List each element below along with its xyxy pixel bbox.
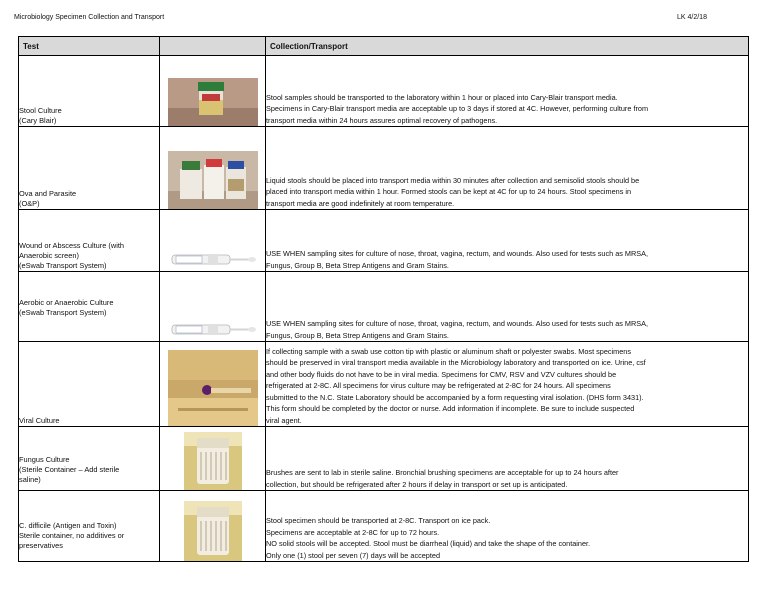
- test-name-line: (O&P): [19, 199, 40, 208]
- instruction-line: viral agent.: [266, 415, 302, 425]
- instruction-line: NO solid stools will be accepted. Stool must be diarrheal (liquid) and take the shape of the container.: [266, 539, 591, 548]
- test-name-line: (Cary Blair): [19, 116, 57, 125]
- specimen-image-cell: [160, 56, 266, 127]
- test-name-line: Aerobic or Anaerobic Culture: [19, 298, 114, 307]
- collection-transport-cell: [266, 210, 749, 272]
- table-row: [19, 342, 749, 427]
- ova-parasite-vials-photo: [168, 151, 258, 209]
- instruction-line: Stool samples should be transported to the laboratory within 1 hour or placed into Cary-Blair transport media.: [266, 92, 618, 102]
- instruction-line: Stool specimen should be transported at 2-8C. Transport on ice pack.: [266, 516, 491, 525]
- test-name-line: Anaerobic screen): [19, 251, 79, 260]
- test-name-cell: [19, 56, 160, 127]
- table-header-row: [19, 37, 749, 56]
- instruction-line: USE WHEN sampling sites for culture of nose, throat, vagina, rectum, and wounds. Also used for tests such as MRSA,: [266, 249, 649, 258]
- document-header-title: Microbiology Specimen Collection and Transport: [14, 14, 165, 21]
- test-name-line: Sterile container, no additives or: [19, 531, 125, 540]
- instruction-line: and other body fluids do not have to be in viral media. Specimens for CMV, RSV and VZV cultures should be: [266, 369, 617, 379]
- test-name-cell: [19, 210, 160, 272]
- test-name-cell: [19, 427, 160, 491]
- document-header-date: LK 4/2/18: [677, 14, 707, 21]
- column-header-test: Test: [19, 37, 160, 56]
- instruction-line: transport media are good indefinitely at room temperature.: [266, 198, 455, 208]
- instruction-line: Fungus, Group B, Beta Strep Antigens and Gram Stains.: [266, 330, 449, 340]
- test-name-line: (eSwab Transport System): [19, 308, 107, 317]
- sterile-container-photo: [184, 432, 242, 490]
- instruction-line: collection, but should be refrigerated after 2 hours if delay in transport or set up is anticipated.: [266, 479, 568, 489]
- stool-culture-vial-photo: [168, 78, 258, 126]
- test-name-cell: [19, 127, 160, 210]
- test-name-cell: [19, 491, 160, 562]
- instruction-line: refrigerated at 2-8C. All specimens for virus culture may be refrigerated at 2-8C for 24 hours. All specimens: [266, 381, 611, 390]
- instruction-line: Specimens are acceptable at 2-8C for up to 72 hours.: [266, 527, 440, 537]
- sterile-container-photo: [184, 501, 242, 561]
- test-name-line: (Sterile Container – Add sterile: [19, 465, 120, 474]
- collection-transport-cell: [266, 127, 749, 210]
- test-name-line: Ova and Parasite: [19, 189, 77, 198]
- collection-transport-cell: [266, 491, 749, 562]
- test-name-line: Fungus Culture: [19, 455, 70, 464]
- test-name-cell: [19, 342, 160, 427]
- table-row: [19, 56, 749, 127]
- table-row: [19, 491, 749, 562]
- collection-transport-cell: [266, 342, 749, 427]
- specimen-image-cell: [160, 272, 266, 342]
- table-row: [19, 210, 749, 272]
- test-name-line: preservatives: [19, 541, 63, 550]
- viral-transport-photo: [168, 350, 258, 426]
- instruction-line: submitted to the N.C. State Laboratory should be accompanied by a form requesting viral isolation. (DHS form 3431).: [266, 392, 644, 402]
- instruction-line: This form should be completed by the doctor or nurse. Add information if incomplete. Be sure to include suspected: [266, 404, 635, 413]
- instruction-line: placed into transport media within 1 hour. Formed stools can be kept at 4C for up to 24 hours. Stool specimens in: [266, 187, 632, 196]
- table-row: [19, 272, 749, 342]
- collection-transport-cell: [266, 427, 749, 491]
- eswab-photo: [168, 319, 258, 341]
- instruction-line: Liquid stools should be placed into transport media within 30 minutes after collection and semisolid stools should be: [266, 175, 640, 185]
- column-header-image: [160, 37, 266, 56]
- test-name-line: (eSwab Transport System): [19, 261, 107, 270]
- specimen-image-cell: [160, 491, 266, 562]
- test-name-line: C. difficile (Antigen and Toxin): [19, 521, 117, 530]
- test-name-cell: [19, 272, 160, 342]
- specimen-image-cell: [160, 127, 266, 210]
- instruction-line: Fungus, Group B, Beta Strep Antigens and Gram Stains.: [266, 260, 449, 270]
- table-row: [19, 127, 749, 210]
- test-name-line: Wound or Abscess Culture (with: [19, 241, 125, 250]
- instruction-line: transport media within 24 hours assures optimal recovery of pathogens.: [266, 115, 498, 125]
- specimen-table: [18, 36, 749, 562]
- specimen-image-cell: [160, 210, 266, 272]
- test-name-line: Viral Culture: [19, 416, 60, 425]
- test-name-line: Stool Culture: [19, 106, 62, 115]
- table-row: [19, 427, 749, 491]
- instruction-line: If collecting sample with a swab use cotton tip with plastic or aluminum shaft or polyester swabs. Most specimens: [266, 346, 632, 356]
- collection-transport-cell: [266, 56, 749, 127]
- test-name-line: saline): [19, 475, 41, 484]
- eswab-photo: [168, 249, 258, 271]
- instruction-line: Specimens in Cary-Blair transport media are acceptable up to 3 days if stored at 4C. However, performing culture from: [266, 104, 649, 113]
- specimen-image-cell: [160, 342, 266, 427]
- collection-transport-cell: [266, 272, 749, 342]
- instruction-line: USE WHEN sampling sites for culture of nose, throat, vagina, rectum, and wounds. Also used for tests such as MRSA,: [266, 319, 649, 328]
- instruction-line: Only one (1) stool per seven (7) days will be accepted: [266, 550, 440, 560]
- column-header-collection-transport: Collection/Transport: [266, 37, 749, 56]
- specimen-image-cell: [160, 427, 266, 491]
- instruction-line: Brushes are sent to lab in sterile saline. Bronchial brushing specimens are acceptable for up to 24 hours after: [266, 468, 619, 477]
- instruction-line: should be preserved in viral transport media available in the Microbiology laboratory and transported on ice. Urine, csf: [266, 358, 646, 367]
